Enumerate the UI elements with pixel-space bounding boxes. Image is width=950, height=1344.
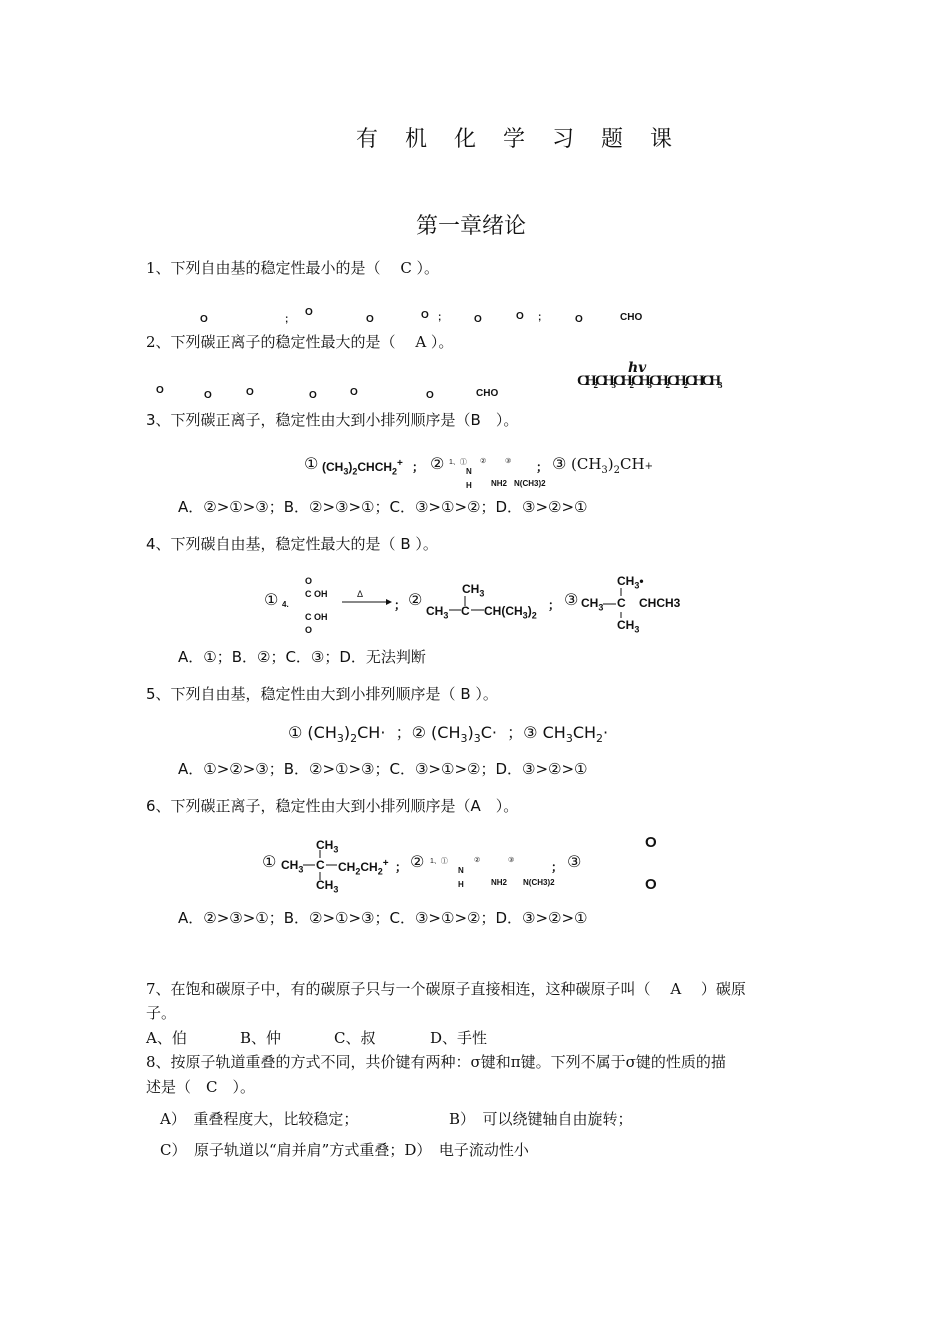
- question-8-option-b: B） 可以绕键轴自由旋转；: [449, 1110, 633, 1128]
- structure-fragment: ;: [438, 312, 442, 323]
- question-3-structures: [304, 452, 664, 492]
- structure-1: $(CH_3)_2CHCH_2^+$: [322, 458, 403, 477]
- structure-1-label: ①: [304, 454, 319, 473]
- structure-fragment: O: [474, 314, 482, 325]
- structure-2-label: ②: [408, 590, 423, 609]
- structure-3: $(CH_3)_2CH+$: [571, 455, 653, 476]
- question-5-options: A．①>②>③；B．②>①>③；C．③>①>②；D．③>②>①: [178, 760, 588, 778]
- structure-2-fragment: N(CH3)2: [514, 479, 546, 488]
- structure-1-fragment: C OH: [305, 589, 328, 599]
- structure-2: ；② $(CH_3)_3C\cdot$: [390, 723, 497, 746]
- choice-a: A、伯: [146, 1029, 187, 1047]
- choice-b: B、仲: [240, 1029, 282, 1047]
- structure-2-fragment: $CH(CH_3)_2$: [484, 604, 537, 621]
- structure-1-fragment: C OH: [305, 612, 328, 622]
- structure-3-oxygen-top: O: [645, 834, 657, 851]
- separator: ；: [548, 598, 561, 612]
- structure-1-fragment: $CH_3$: [316, 878, 339, 895]
- structure-2-label: ②: [430, 454, 445, 473]
- structure-fragment: O: [246, 387, 254, 398]
- structure-fragment: O: [156, 385, 164, 396]
- structure-3-oxygen-bottom: O: [645, 876, 657, 893]
- question-7-line-1: 7、在饱和碳原子中，有的碳原子只与一个碳原子直接相连，这种碳原子叫（ A ）碳原: [146, 980, 746, 998]
- question-8-line-2: 述是（ C ）。: [146, 1078, 255, 1096]
- structure-2-fragment: N: [466, 467, 472, 476]
- structure-2-fragment: NH2: [491, 479, 508, 488]
- structure-3: ；③ $CH_3CH_2\cdot$: [502, 723, 609, 746]
- structure-3-fragment: $CH_3•$: [617, 574, 644, 591]
- structure-2-fragment: ③: [505, 458, 512, 465]
- question-6: 6、下列碳正离子，稳定性由大到小排列顺序是（A ）。: [146, 797, 519, 815]
- question-8-line-1: 8、按原子轨道重叠的方式不同，共价键有两种：σ键和π键。下列不属于σ键的性质的描: [146, 1053, 726, 1071]
- structure-1-bonds: [299, 850, 349, 882]
- structure-1-fragment: $CH_2CH_2^+$: [338, 858, 389, 877]
- question-1: 1、下列自由基的稳定性最小的是（ C ）。: [146, 259, 440, 277]
- structure-2-bonds: [444, 594, 494, 614]
- question-4-structures: [264, 574, 694, 640]
- separator: ；: [394, 598, 407, 612]
- structure-2-fragment: ③: [508, 857, 515, 864]
- structure-fragment: O: [350, 387, 358, 398]
- structure-fragment: O: [426, 390, 434, 401]
- separator: ；: [395, 860, 408, 874]
- document-title: 有 机 化 学 习 题 课: [356, 127, 682, 152]
- structure-3-bonds: [599, 586, 649, 620]
- question-3: 3、下列碳正离子，稳定性由大到小排列顺序是（B ）。: [146, 411, 519, 429]
- structure-fragment: O: [516, 311, 524, 322]
- structure-3-fragment: C: [617, 596, 626, 610]
- structure-3-label: ③: [552, 454, 567, 473]
- structure-2-fragment: H: [458, 880, 464, 889]
- question-2: 2、下列碳正离子的稳定性最大的是（ A ）。: [146, 333, 454, 351]
- structure-2-label: ②: [410, 852, 425, 871]
- structure-fragment: CHO: [476, 388, 499, 399]
- structure-fragment: CHO: [620, 312, 643, 323]
- structure-2-fragment: $CH_3$: [426, 604, 449, 621]
- structure-2-fragment: ②: [474, 857, 481, 864]
- separator: ；: [551, 860, 564, 874]
- structure-3-fragment: $CH_3$: [581, 596, 604, 613]
- structure-1-fragment: 4.: [282, 600, 289, 609]
- structure-3-label: ③: [567, 852, 582, 871]
- structure-fragment: O: [305, 307, 313, 318]
- separator: ；: [536, 460, 549, 474]
- structure-2-fragment: $CH_3$: [462, 582, 485, 599]
- structure-3-label: ③: [564, 590, 579, 609]
- structure-2-fragment: 1、①: [449, 459, 467, 466]
- structure-3-fragment: $CH_3$: [617, 618, 640, 635]
- choice-d: D、手性: [430, 1029, 488, 1047]
- hv-label: hv: [628, 360, 647, 376]
- chapter-heading: 第一章绪论: [416, 214, 527, 239]
- question-5: 5、下列自由基，稳定性由大到小排列顺序是（ B ）。: [146, 685, 498, 703]
- delta-label: Δ: [357, 589, 364, 599]
- structure-3-fragment: CHCH3: [639, 596, 681, 610]
- structure-1-fragment: C: [316, 858, 325, 872]
- structure-1-fragment: O: [305, 625, 313, 635]
- question-6-options: A．②>③>①；B．②>①>③；C．③>①>②；D．③>②>①: [178, 909, 588, 927]
- separator: ；: [412, 460, 425, 474]
- structure-1-fragment: $CH_3$: [316, 838, 339, 855]
- structure-2-fragment: NH2: [491, 878, 508, 887]
- structure-2-fragment: N(CH3)2: [523, 878, 555, 887]
- overlapping-formula: CH₂CH₃CH₂CH₃CH₂CH₂CHCH₃: [577, 373, 720, 389]
- structure-1-fragment: $CH_3$: [281, 858, 304, 875]
- structure-2-fragment: C: [461, 604, 470, 618]
- question-3-options: A．②>①>③；B．②>③>①；C．③>①>②；D．③>②>①: [178, 498, 588, 516]
- structure-2-fragment: 1、①: [430, 858, 448, 865]
- question-4: 4、下列碳自由基，稳定性最大的是（ B ）。: [146, 535, 438, 553]
- question-6-structures: [262, 834, 682, 900]
- structure-fragment: O: [204, 390, 212, 401]
- structure-1-fragment: O: [305, 576, 313, 586]
- structure-fragment: O: [309, 390, 317, 401]
- structure-fragment: O: [421, 310, 429, 321]
- structure-fragment: ;: [538, 312, 542, 323]
- structure-1-label: ①: [264, 590, 279, 609]
- structure-1: ① $(CH_3)_2CH\cdot$: [288, 723, 386, 746]
- structure-fragment: O: [366, 314, 374, 325]
- structure-2-fragment: H: [466, 481, 472, 490]
- structure-fragment: O: [200, 314, 208, 325]
- structure-2-fragment: N: [458, 866, 464, 875]
- question-4-options: A．①；B．②；C．③；D．无法判断: [178, 648, 426, 666]
- question-5-structures: [288, 720, 608, 745]
- structure-1-label: ①: [262, 852, 277, 871]
- structure-2-fragment: ②: [480, 458, 487, 465]
- question-8-option-a: A） 重叠程度大，比较稳定；: [160, 1110, 359, 1128]
- question-8-option-c-d: C） 原子轨道以“肩并肩”方式重叠；D） 电子流动性小: [160, 1141, 529, 1159]
- reaction-arrow: [342, 598, 392, 606]
- choice-c: C、叔: [334, 1029, 376, 1047]
- question-7-line-2: 子。: [146, 1004, 177, 1022]
- structure-fragment: O: [575, 314, 583, 325]
- structure-fragment: ;: [285, 314, 289, 325]
